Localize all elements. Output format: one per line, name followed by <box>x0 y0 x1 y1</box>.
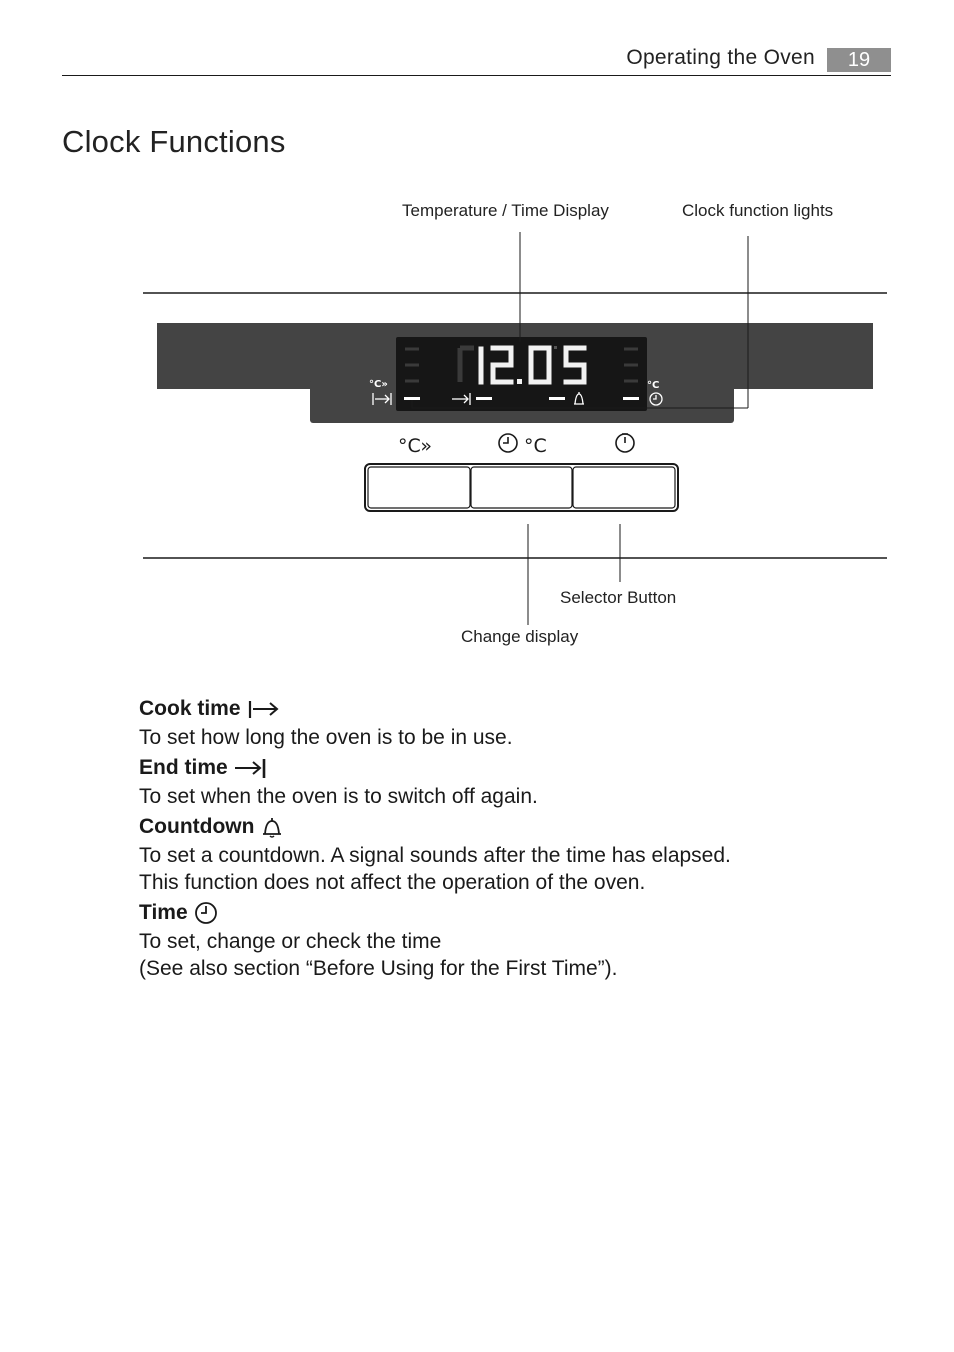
callout-lines <box>412 232 748 625</box>
function-countdown <box>139 812 859 896</box>
callout-temp-time-display: Temperature / Time Display <box>402 201 609 220</box>
celsius-fast-indicator: °C» <box>369 379 388 390</box>
celsius-indicator: °C <box>647 380 660 391</box>
function-list <box>139 694 859 984</box>
change-display-button[interactable] <box>471 467 572 508</box>
callout-selector-button: Selector Button <box>560 588 677 607</box>
fast-heat-button[interactable] <box>368 467 470 508</box>
decimal-point <box>517 379 522 384</box>
lcd-display <box>396 337 647 411</box>
clock-icon <box>194 901 218 925</box>
cook-time-title: Cook time <box>139 697 241 720</box>
button-labels <box>398 434 634 457</box>
countdown-title: Countdown <box>139 815 255 838</box>
clock-celsius-label <box>499 434 517 452</box>
end-time-desc: To set when the oven is to switch off again. <box>139 785 538 808</box>
time-title: Time <box>139 901 188 924</box>
function-end-time <box>139 753 859 810</box>
cook-time-desc: To set how long the oven is to be in use. <box>139 726 513 749</box>
selector-clock-label <box>616 434 634 452</box>
function-time <box>139 898 859 982</box>
page-number: 19 <box>827 48 891 72</box>
cook-time-icon <box>247 698 281 720</box>
selector-button[interactable] <box>573 467 675 508</box>
time-desc-2: (See also section “Before Using for the First Time”). <box>139 957 618 980</box>
callout-clock-function-lights: Clock function lights <box>682 201 834 220</box>
countdown-desc-2: This function does not affect the operation of the oven. <box>139 871 646 894</box>
end-time-title: End time <box>139 756 228 779</box>
page-title: Clock Functions <box>62 124 286 159</box>
bell-icon <box>260 815 284 839</box>
callout-change-display: Change display <box>461 627 579 646</box>
svg-text:°C: °C <box>524 435 547 457</box>
countdown-desc-1: To set a countdown. A signal sounds after the time has elapsed. <box>139 844 731 867</box>
fast-heat-label: °C» <box>398 435 433 457</box>
time-desc-1: To set, change or check the time <box>139 930 442 953</box>
colon-dot <box>554 346 557 349</box>
function-cook-time <box>139 694 859 751</box>
end-time-icon <box>234 757 268 779</box>
section-label: Operating the Oven <box>626 46 815 69</box>
